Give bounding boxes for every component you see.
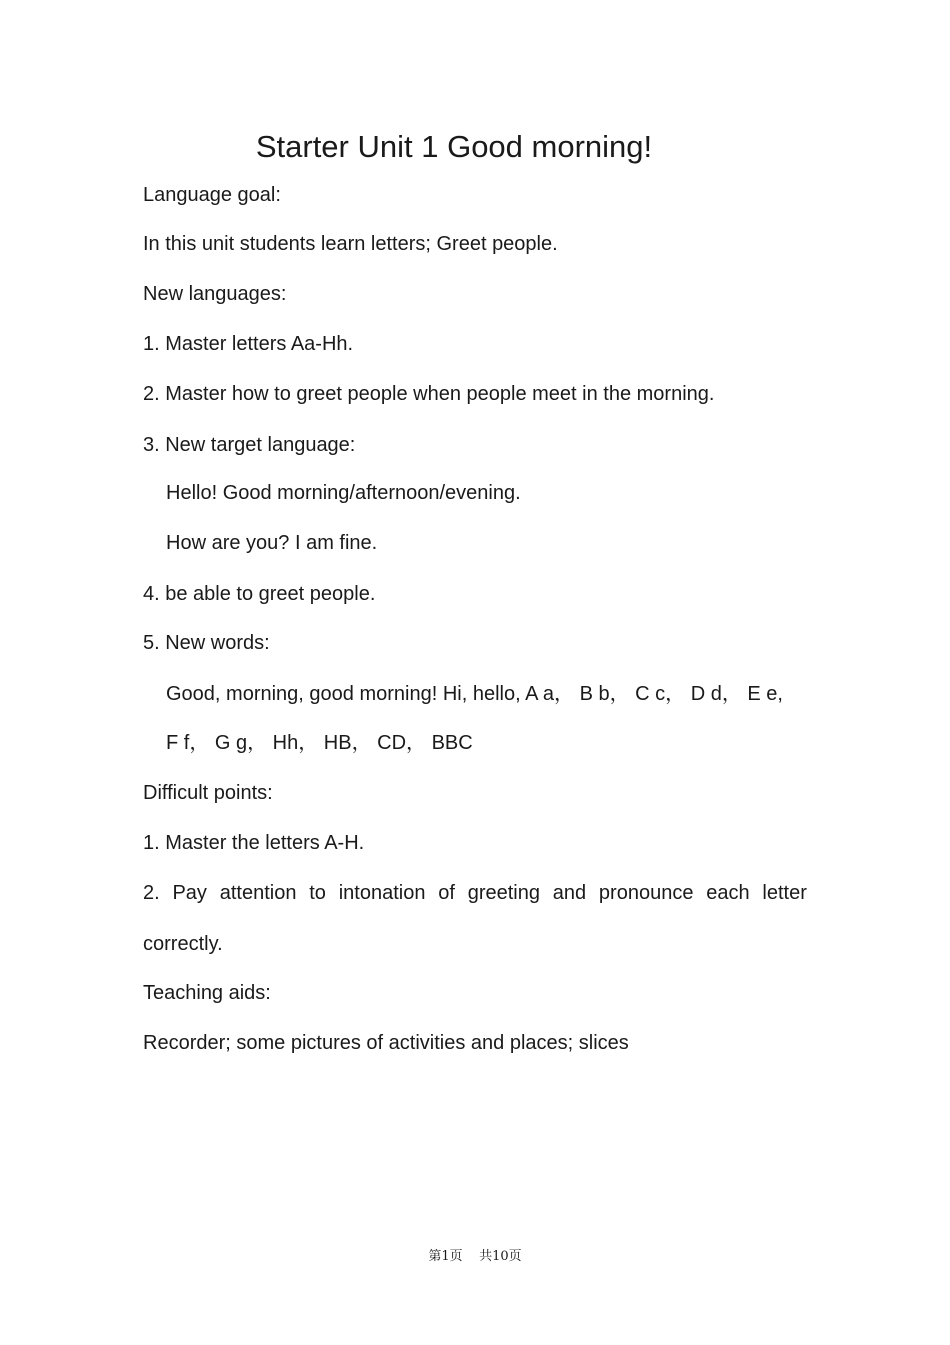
difficult-point-2-continued: correctly. xyxy=(143,933,223,955)
word: each xyxy=(706,882,750,904)
new-words-line-2: F f， G g， Hh， HB， CD， BBC xyxy=(166,732,473,754)
list-item-1: 1. Master letters Aa-Hh. xyxy=(143,333,354,355)
language-goal-heading: Language goal: xyxy=(143,184,281,206)
teaching-aids-text: Recorder; some pictures of activities and places; slices xyxy=(143,1032,629,1054)
word: of xyxy=(438,882,455,904)
difficult-point-1: 1. Master the letters A-H. xyxy=(143,832,365,854)
word: 2. xyxy=(143,882,160,904)
word: Pay xyxy=(172,882,207,904)
word: attention xyxy=(219,882,297,904)
page-title: Starter Unit 1 Good morning! xyxy=(255,129,653,164)
page-footer: 第1页 共10页 xyxy=(428,1249,522,1264)
difficult-points-heading: Difficult points: xyxy=(143,782,273,804)
list-item-3: 3. New target language: xyxy=(143,434,356,456)
word: greeting xyxy=(467,882,540,904)
language-goal-text: In this unit students learn letters; Greet people. xyxy=(143,233,558,255)
difficult-point-2 xyxy=(143,881,807,905)
word: pronounce xyxy=(598,882,694,904)
target-language-line-1: Hello! Good morning/afternoon/evening. xyxy=(166,482,521,504)
list-item-5: 5. New words: xyxy=(143,632,270,654)
teaching-aids-heading: Teaching aids: xyxy=(143,982,271,1004)
target-language-line-2: How are you? I am fine. xyxy=(166,532,378,554)
word: to xyxy=(309,882,326,904)
new-languages-heading: New languages: xyxy=(143,283,287,305)
new-words-line-1: Good, morning, good morning! Hi, hello, A a， B b， C c， D d， E e, xyxy=(166,683,783,705)
list-item-4: 4. be able to greet people. xyxy=(143,583,376,605)
list-item-2: 2. Master how to greet people when people meet in the morning. xyxy=(143,383,715,405)
word: letter xyxy=(762,882,807,904)
word: and xyxy=(552,882,587,904)
word: intonation xyxy=(338,882,426,904)
